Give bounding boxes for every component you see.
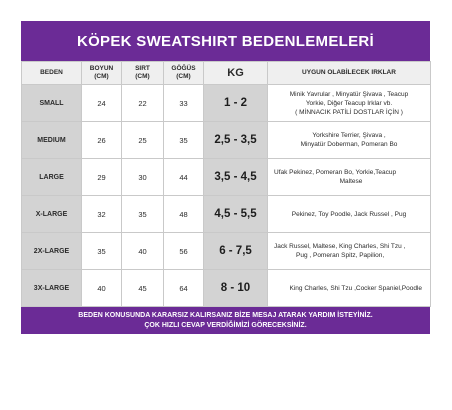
breed-line: Ufak Pekinez, Pomeran Bo, Yorkie,Teacup bbox=[274, 169, 397, 176]
breed-line: Yorkshire Terrier, Şivava , bbox=[312, 132, 386, 139]
cell-neck: 24 bbox=[82, 85, 122, 122]
cell-back: 25 bbox=[122, 122, 164, 159]
breed-line: Minyatür Doberman, Pomeran Bo bbox=[300, 141, 398, 148]
cell-breeds bbox=[268, 122, 431, 159]
col-chest-label: GÖĞÜS bbox=[171, 65, 196, 72]
size-chart bbox=[21, 21, 430, 334]
cell-back: 35 bbox=[122, 196, 164, 233]
col-chest bbox=[164, 62, 204, 85]
cell-kg: 4,5 - 5,5 bbox=[204, 196, 268, 233]
cell-chest: 56 bbox=[164, 233, 204, 270]
table-row bbox=[22, 233, 431, 270]
col-size: BEDEN bbox=[22, 62, 82, 85]
breed-line: King Charles, Shi Tzu ,Cocker Spaniel,Poodle bbox=[289, 284, 422, 292]
cell-back: 45 bbox=[122, 270, 164, 307]
breed-line: Yorkie, Diğer Teacup Irklar vb. bbox=[305, 99, 393, 107]
cell-kg: 1 - 2 bbox=[204, 85, 268, 122]
col-chest-unit: (CM) bbox=[176, 73, 191, 80]
breed-line: Minik Yavrular , Minyatür Şivava , Teacup bbox=[289, 90, 409, 98]
cell-breeds bbox=[268, 196, 431, 233]
footer-banner bbox=[21, 307, 430, 334]
col-neck bbox=[82, 62, 122, 85]
cell-back: 30 bbox=[122, 159, 164, 196]
cell-back: 40 bbox=[122, 233, 164, 270]
cell-chest: 44 bbox=[164, 159, 204, 196]
breed-line: ( MİNNACIK PATİLİ DOSTLAR İÇİN ) bbox=[295, 108, 403, 116]
cell-chest: 48 bbox=[164, 196, 204, 233]
table-row bbox=[22, 270, 431, 307]
cell-size: X-LARGE bbox=[22, 196, 82, 233]
col-breeds: UYGUN OLABİLECEK IRKLAR bbox=[268, 62, 431, 85]
cell-neck: 26 bbox=[82, 122, 122, 159]
cell-kg: 2,5 - 3,5 bbox=[204, 122, 268, 159]
breed-line: Jack Russel, Maltese, King Charles, Shi Tzu , bbox=[274, 243, 406, 250]
table-row bbox=[22, 85, 431, 122]
cell-chest: 64 bbox=[164, 270, 204, 307]
cell-chest: 35 bbox=[164, 122, 204, 159]
cell-kg: 8 - 10 bbox=[204, 270, 268, 307]
cell-size: 3X-LARGE bbox=[22, 270, 82, 307]
cell-chest: 33 bbox=[164, 85, 204, 122]
table-header-row bbox=[22, 62, 431, 85]
cell-back: 22 bbox=[122, 85, 164, 122]
col-back-label: SIRT bbox=[135, 65, 150, 72]
breed-line: Maltese bbox=[339, 178, 363, 185]
footer-line-1: BEDEN KONUSUNDA KARARSIZ KALIRSANIZ BİZE MESAJ ATARAK YARDIM İSTEYİNİZ. bbox=[78, 311, 373, 319]
cell-neck: 32 bbox=[82, 196, 122, 233]
cell-breeds bbox=[268, 159, 431, 196]
cell-neck: 29 bbox=[82, 159, 122, 196]
cell-neck: 35 bbox=[82, 233, 122, 270]
table-row bbox=[22, 122, 431, 159]
cell-breeds bbox=[268, 270, 431, 307]
breed-line: Pug , Pomeran Spitz, Papilion, bbox=[296, 252, 385, 259]
col-back bbox=[122, 62, 164, 85]
cell-size: 2X-LARGE bbox=[22, 233, 82, 270]
table-row bbox=[22, 196, 431, 233]
cell-breeds bbox=[268, 233, 431, 270]
cell-size: SMALL bbox=[22, 85, 82, 122]
size-table bbox=[21, 61, 431, 307]
breed-line: Pekinez, Toy Poodle, Jack Russel , Pug bbox=[291, 210, 407, 218]
col-neck-unit: (CM) bbox=[94, 73, 109, 80]
col-neck-label: BOYUN bbox=[89, 65, 114, 72]
cell-size: LARGE bbox=[22, 159, 82, 196]
cell-neck: 40 bbox=[82, 270, 122, 307]
cell-kg: 3,5 - 4,5 bbox=[204, 159, 268, 196]
footer-line-2: ÇOK HIZLI CEVAP VERDİĞİMİZİ GÖRECEKSİNİZ. bbox=[144, 321, 307, 329]
cell-breeds bbox=[268, 85, 431, 122]
col-back-unit: (CM) bbox=[135, 73, 150, 80]
col-kg: KG bbox=[204, 62, 268, 85]
cell-size: MEDIUM bbox=[22, 122, 82, 159]
chart-title: KÖPEK SWEATSHIRT BEDENLEMELERİ bbox=[21, 21, 430, 61]
table-row bbox=[22, 159, 431, 196]
cell-kg: 6 - 7,5 bbox=[204, 233, 268, 270]
